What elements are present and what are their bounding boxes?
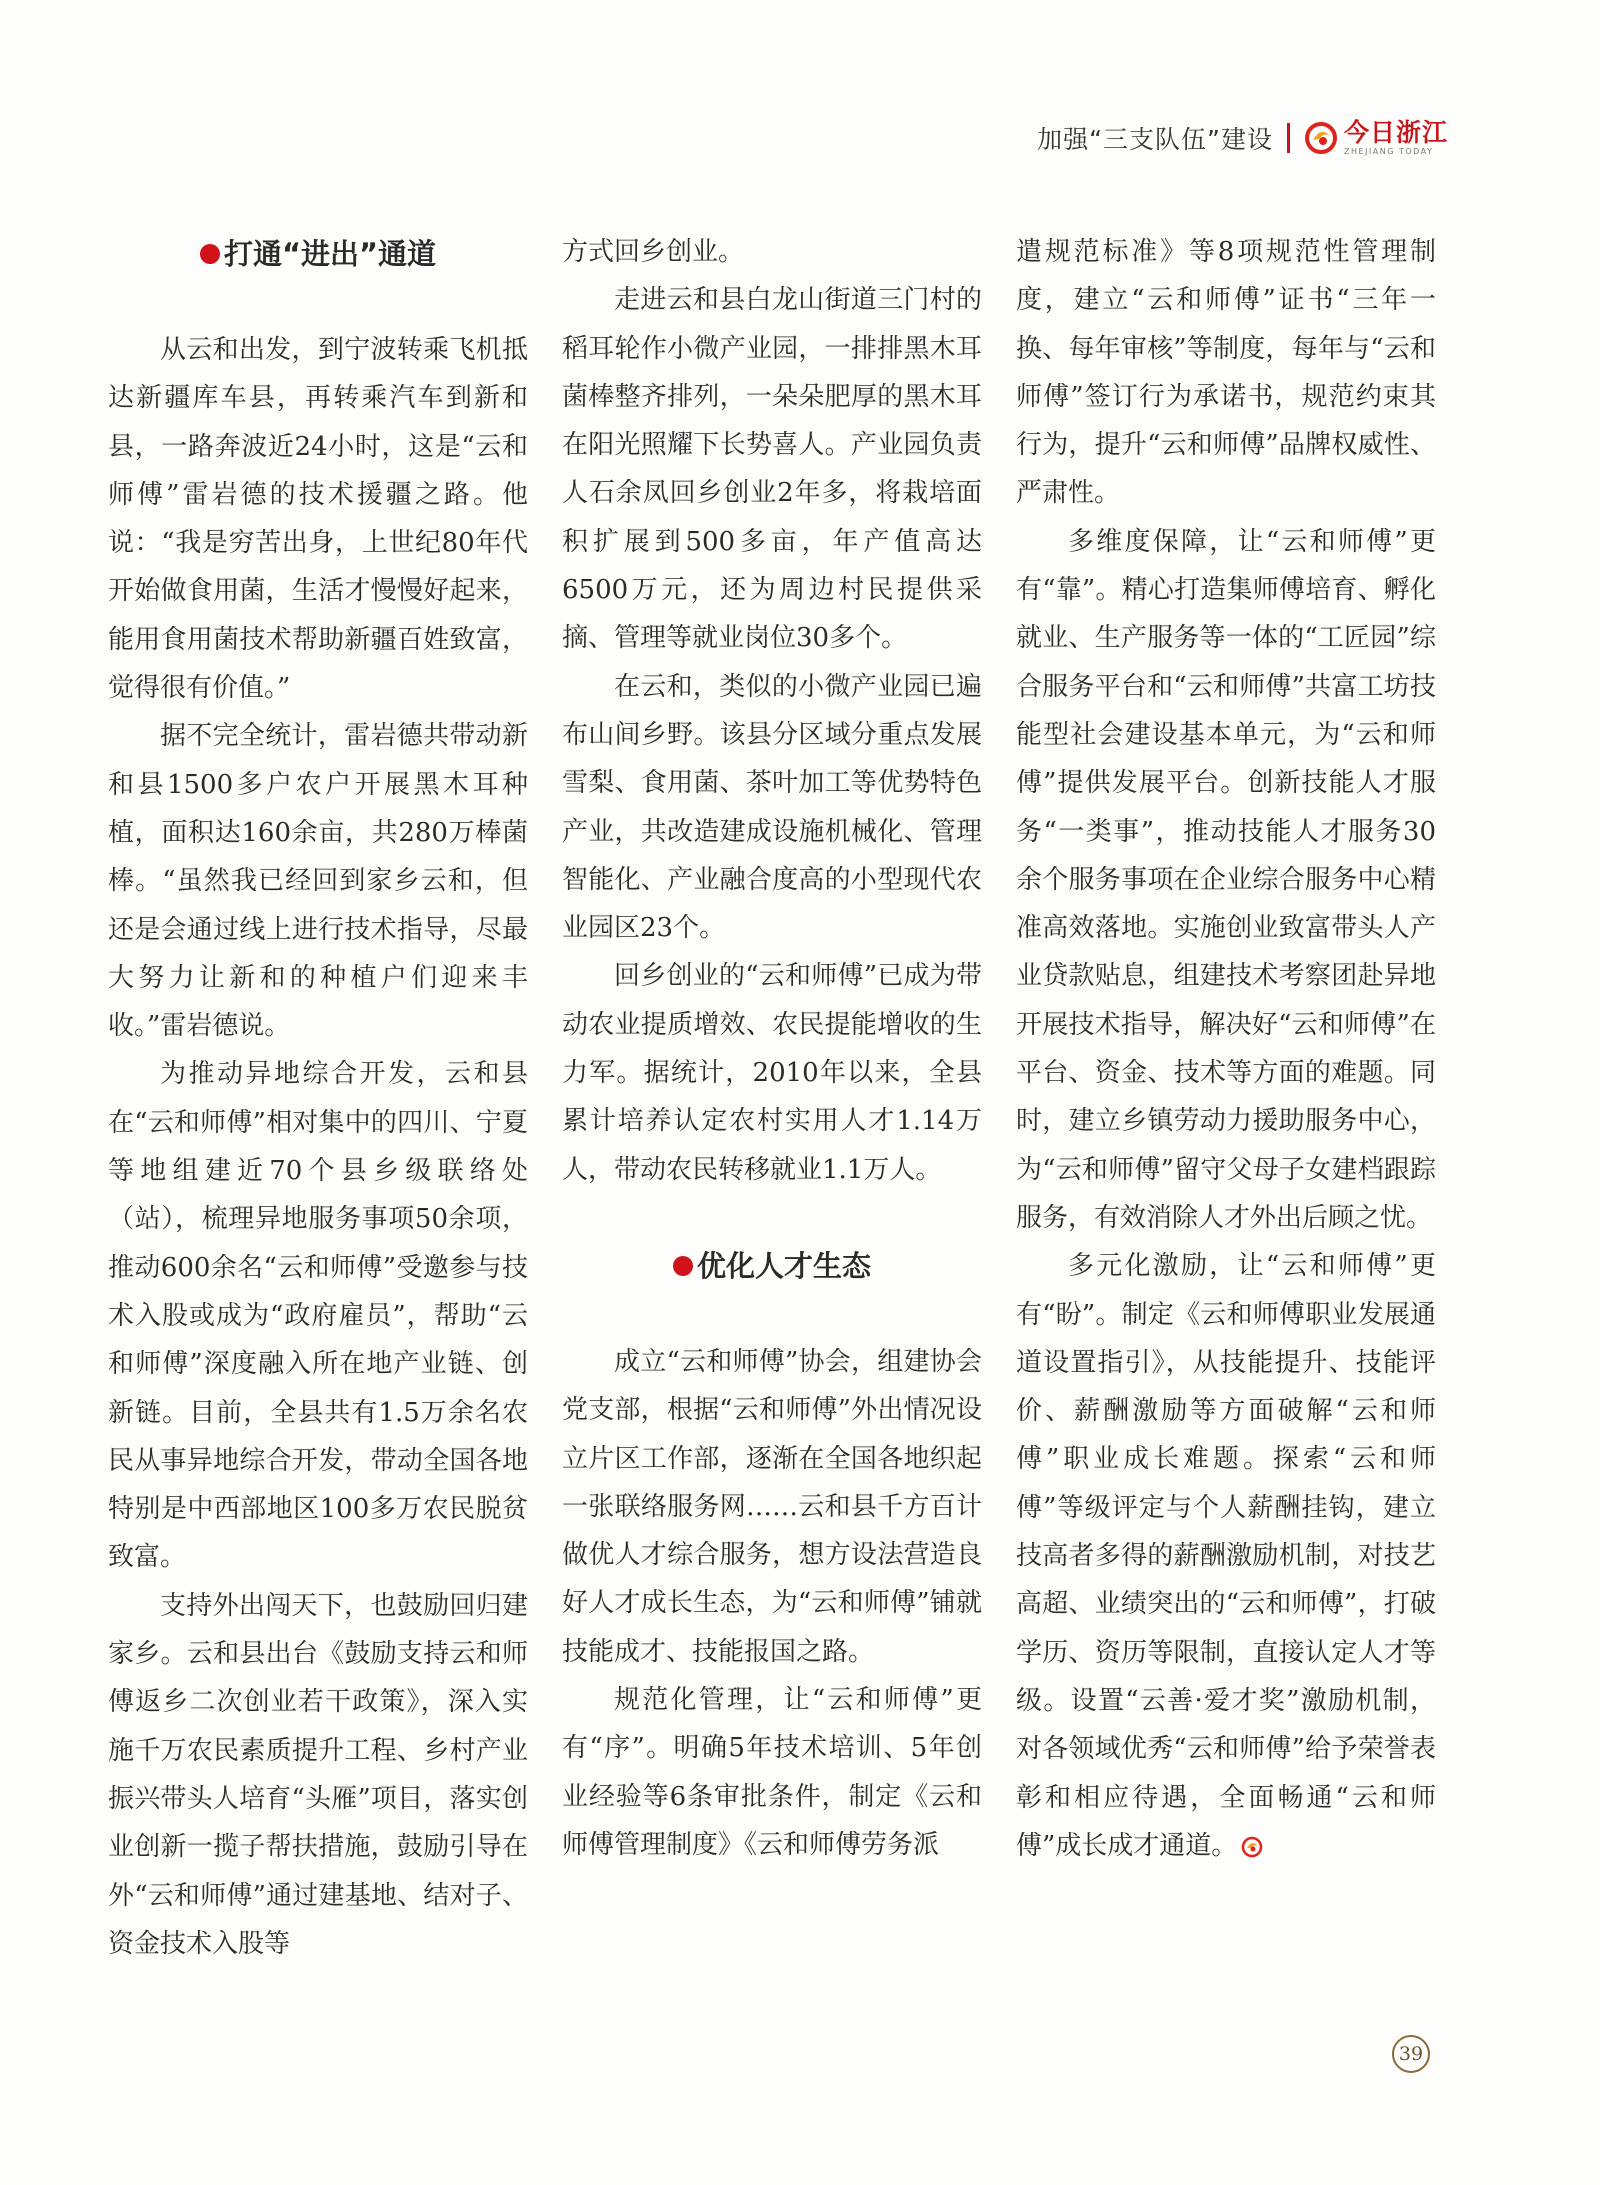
logo-swirl-icon — [1304, 121, 1338, 155]
paragraph: 为推动异地综合开发，云和县在“云和师傅”相对集中的四川、宁夏等地组建近70个县乡级联络处（站），梳理异地服务事项50余项，推动600余名“云和师傅”受邀参与技术入股或成为“政府雇员”，帮助“云和师傅”深度融入所在地产业链、创新链。目前，全县共有1.5万余名农民从事异地综合开发，带动全国各地特别是中西部地区100多万农民脱贫致富。 — [108, 1059, 528, 1573]
paragraph: 在云和，类似的小微产业园已遍布山间乡野。该县分区域分重点发展雪梨、食用菌、茶叶加工等优势特色产业，共改造建成设施机械化、管理智能化、产业融合度高的小型现代农业园区23个。 — [562, 671, 982, 944]
heading-text: 优化人才生态 — [696, 1248, 871, 1283]
paragraph: 多维度保障，让“云和师傅”更有“靠”。精心打造集师傅培育、孵化就业、生产服务等一体的“工匠园”综合服务平台和“云和师傅”共富工坊技能型社会建设基本单元，为“云和师傅”提供发展平台。创新技能人才服务“一类事”，推动技能人才服务30余个服务事项在企业综合服务中心精准高效落地。实施创业致富带头人产业贷款贴息，组建技术考察团赴异地开展技术指导，解决好“云和师傅”在平台、资金、技术等方面的难题。同时，建立乡镇劳动力援助服务中心，为“云和师傅”留守父母子女建档跟踪服务，有效消除人才外出后顾之忧。 — [1016, 526, 1436, 1233]
magazine-logo — [1304, 120, 1448, 156]
paragraph: 走进云和县白龙山街道三门村的稻耳轮作小微产业园，一排排黑木耳菌棒整齐排列，一朵朵肥厚的黑木耳在阳光照耀下长势喜人。产业园负责人石余凤回乡创业2年多，将栽培面积扩展到500多亩，年产值高达6500万元，还为周边村民提供采摘、管理等就业岗位30多个。 — [562, 285, 982, 654]
page-number: 39 — [1392, 2035, 1430, 2073]
section-heading-1 — [108, 230, 528, 278]
logo-english: ZHEJIANG TODAY — [1343, 147, 1434, 156]
end-mark-icon — [1241, 1836, 1263, 1858]
column-2 — [562, 228, 982, 1869]
paragraph: 遣规范标准》等8项规范性管理制度，建立“云和师傅”证书“三年一换、每年审核”等制度，每年与“云和师傅”签订行为承诺书，规范约束其行为，提升“云和师傅”品牌权威性、严肃性。 — [1016, 237, 1436, 509]
paragraph: 规范化管理，让“云和师傅”更有“序”。明确5年技术培训、5年创业经验等6条审批条件，制定《云和师傅管理制度》《云和师傅劳务派 — [562, 1685, 982, 1860]
paragraph — [1016, 1242, 1436, 1870]
bullet-dot-icon — [673, 1256, 693, 1276]
section-title: 加强“三支队伍”建设 — [1037, 125, 1273, 154]
section-heading-2 — [562, 1242, 982, 1290]
paragraph: 支持外出闯天下，也鼓励回归建家乡。云和县出台《鼓励支持云和师傅返乡二次创业若干政策》，深入实施千万农民素质提升工程、乡村产业振兴带头人培育“头雁”项目，落实创业创新一揽子帮扶措施，鼓励引导在外“云和师傅”通过建基地、结对子、资金技术入股等 — [108, 1590, 528, 1959]
paragraph-text: 多元化激励，让“云和师傅”更有“盼”。制定《云和师傅职业发展通道设置指引》，从技能提升、技能评价、薪酬激励等方面破解“云和师傅”职业成长难题。探索“云和师傅”等级评定与个人薪酬挂钩，建立技高者多得的薪酬激励机制，对技艺高超、业绩突出的“云和师傅”，打破学历、资历等限制，直接认定人才等级。设置“云善·爱才奖”激励机制，对各领域优秀“云和师傅”给予荣誉表彰和相应待遇，全面畅通“云和师傅”成长成才通道。 — [1016, 1251, 1436, 1861]
paragraph: 从云和出发，到宁波转乘飞机抵达新疆库车县，再转乘汽车到新和县，一路奔波近24小时，这是“云和师傅”雷岩德的技术援疆之路。他说：“我是穷苦出身，上世纪80年代开始做食用菌，生活才慢慢好起来，能用食用菌技术帮助新疆百姓致富，觉得很有价值。” — [108, 335, 528, 704]
header-divider — [1287, 123, 1290, 153]
paragraph: 成立“云和师傅”协会，组建协会党支部，根据“云和师傅”外出情况设立片区工作部，逐渐在全国各地织起一张联络服务网……云和县千方百计做优人才综合服务，想方设法营造良好人才成长生态，为“云和师傅”铺就技能成才、技能报国之路。 — [562, 1346, 982, 1667]
bullet-dot-icon — [200, 244, 220, 264]
paragraph: 据不完全统计，雷岩德共带动新和县1500多户农户开展黑木耳种植，面积达160余亩，共280万棒菌棒。“虽然我已经回到家乡云和，但还是会通过线上进行技术指导，尽最大努力让新和的种植户们迎来丰收。”雷岩德说。 — [108, 721, 528, 1042]
logo-chinese: 今日浙江 — [1343, 118, 1448, 147]
column-1 — [108, 228, 528, 1968]
page-header — [1037, 120, 1448, 156]
column-3 — [1016, 228, 1436, 1870]
paragraph: 回乡创业的“云和师傅”已成为带动农业提质增效、农民提能增收的生力军。据统计，2010年以来，全县累计培养认定农村实用人才1.14万人，带动农民转移就业1.1万人。 — [562, 961, 982, 1185]
heading-text: 打通“进出”通道 — [223, 236, 437, 271]
paragraph: 方式回乡创业。 — [562, 237, 745, 267]
